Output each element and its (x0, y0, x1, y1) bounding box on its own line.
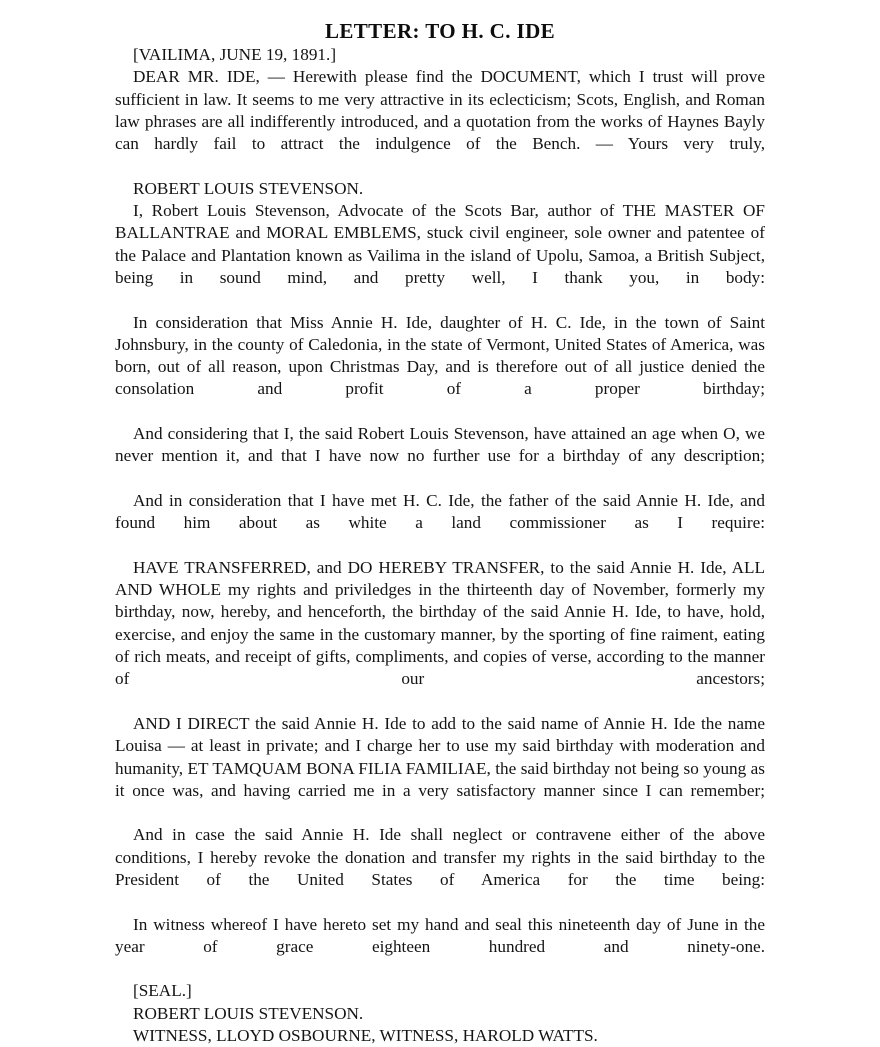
paragraph-transfer: HAVE TRANSFERRED, and DO HEREBY TRANSFER, to the said Annie H. Ide, ALL AND WHOLE my rights and priviledges in the thirteenth day of November, formerly my birthday, now, hereby, and henceforth, the birthday of the said Annie H. Ide, to have, hold, exercise, and enjoy the same in the customary manner, by the sporting of fine raiment, eating of rich meats, and receipt of gifts, compliments, and copies of verse, according to the manner of our ancestors; (115, 557, 765, 689)
dateline: [VAILIMA, JUNE 19, 1891.] (133, 45, 337, 64)
paragraph-declaration: I, Robert Louis Stevenson, Advocate of the Scots Bar, author of THE MASTER OF BALLANTRAE and MORAL EMBLEMS, stuck civil engineer, sole owner and patentee of the Palace and Plantation known as Vailima in the island of Upolu, Samoa, a British Subject, being in sound mind, and pretty well, I thank you, in body: (115, 201, 765, 287)
paragraph-direct-name: AND I DIRECT the said Annie H. Ide to add to the said name of Annie H. Ide the name Louisa — at least in private; and I charge her to use my said birthday with moderation and humanity, ET TAMQUAM BONA FILIA FAMILIAE, the said birthday not being so young as it once was, and having carried me in a very satisfactory manner since I can remember; (115, 713, 765, 800)
witness-line: WITNESS, LLOYD OSBOURNE, WITNESS, HAROLD WATTS. (133, 1026, 598, 1046)
page-title: LETTER: TO H. C. IDE (324, 19, 556, 43)
paragraph-salutation: DEAR MR. IDE, — Herewith please find the DOCUMENT, which I trust will prove sufficient in law. It seems to me very attractive in its eclecticism; Scots, English, and Roman law phrases are all indifferently introduced, and a quotation from the works of Haynes Bayly can hardly fail to attract the indulgence of the Bench. — Yours very truly, (115, 67, 765, 154)
paragraph-consideration-father: And in consideration that I have met H. C. Ide, the father of the said Annie H. Ide, and found him about as white a land commissioner as I require: (115, 490, 765, 533)
seal-marker: [SEAL.] (133, 981, 192, 1001)
paragraph-witness-whereof: In witness whereof I have hereto set my hand and seal this nineteenth day of June in the year of grace eighteen hundred and ninety-one. (115, 914, 765, 956)
paragraph-consideration-birth: In consideration that Miss Annie H. Ide, daughter of H. C. Ide, in the town of Saint Johnsbury, in the county of Caledonia, in the state of Vermont, United States of America, was born, out of all reason, upon Christmas Day, and is therefore out of all justice denied the consolation and profit of a proper birthday; (115, 312, 765, 399)
signature-inline: ROBERT LOUIS STEVENSON. (133, 178, 364, 198)
paragraph-revocation: And in case the said Annie H. Ide shall neglect or contravene either of the above conditions, I hereby revoke the donation and transfer my rights in the said birthday to the President of the United States of America for the time being: (115, 825, 765, 889)
paragraph-considering-age: And considering that I, the said Robert Louis Stevenson, have attained an age when O, we never mention it, and that I have now no further use for a birthday of any description; (115, 424, 765, 466)
signature-final: ROBERT LOUIS STEVENSON. (133, 1003, 364, 1023)
document-body (0, 44, 880, 1047)
document-page (0, 18, 880, 1046)
